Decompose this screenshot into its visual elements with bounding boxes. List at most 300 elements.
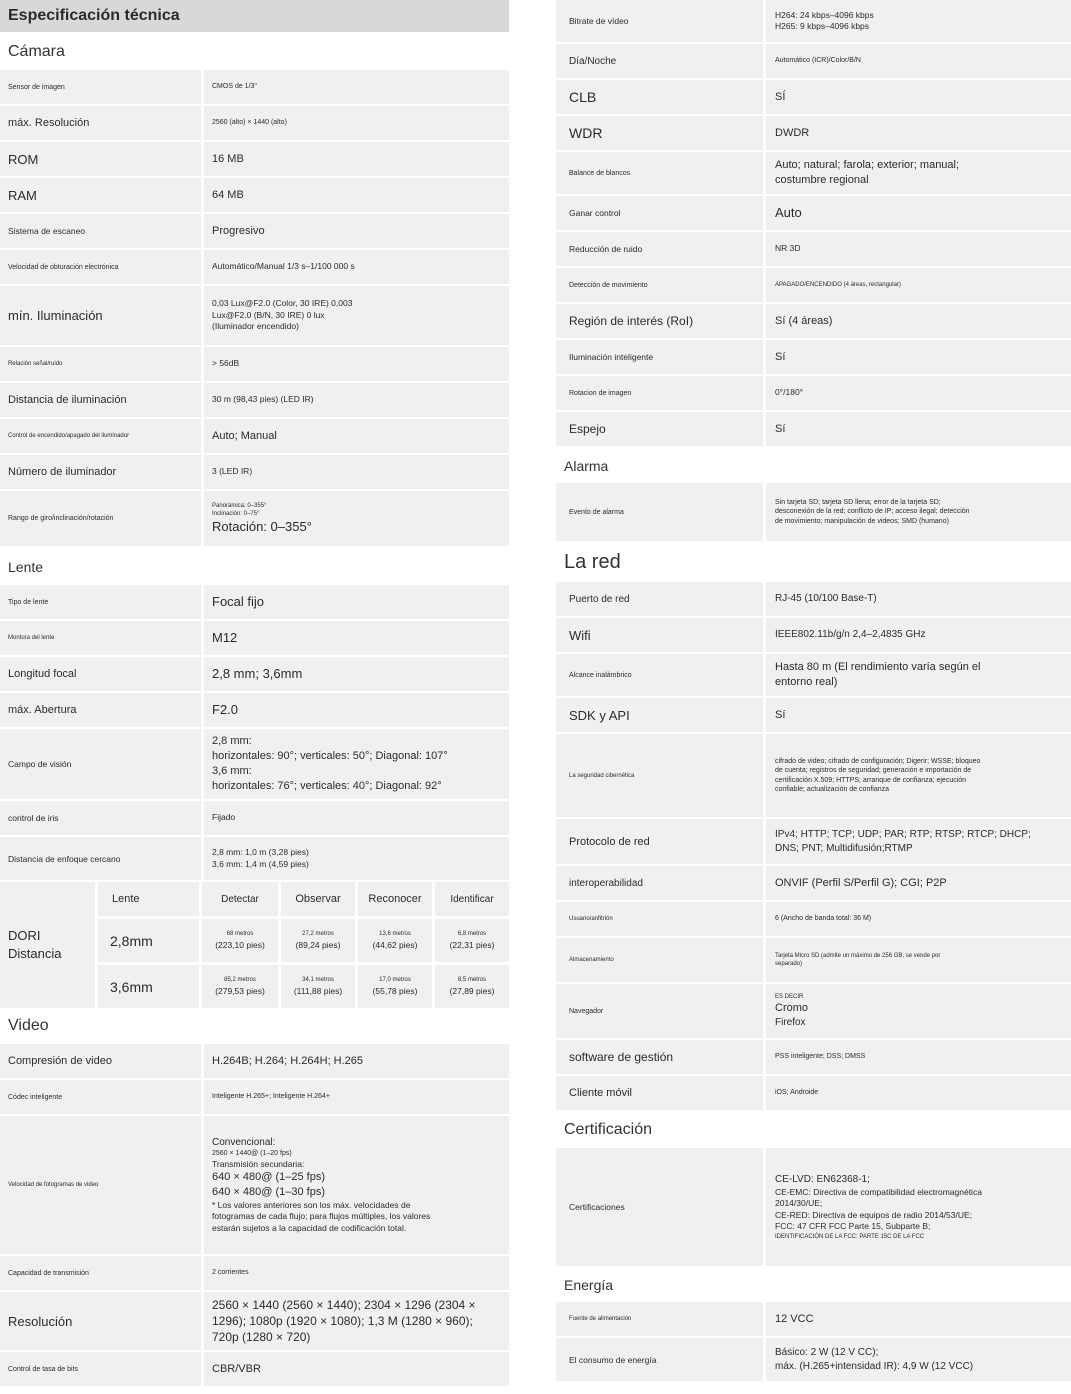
spec-value-line: 3,6 mm: — [212, 765, 252, 777]
spec-label: interoperabilidad — [556, 866, 766, 900]
spec-label: máx. Resolución — [0, 106, 204, 140]
spec-value-line: 2560 × 1440 (2560 × 1440); 2304 × 1296 (2304 × — [212, 1297, 476, 1312]
spec-value-line: 6 (Ancho de banda total: 36 M) — [775, 915, 872, 923]
spec-label: SDK y API — [556, 698, 766, 732]
dori-col-header-text: Identificar — [450, 893, 494, 905]
spec-value-line: F2.0 — [212, 702, 239, 718]
spec-value — [766, 1076, 1071, 1110]
spec-value — [204, 801, 509, 835]
section-heading-certification: Certificación — [556, 1112, 1071, 1148]
spec-value-line: H264: 24 kbps–4096 kbps — [775, 9, 874, 20]
spec-value — [204, 1080, 509, 1114]
spec-value-line: 12 VCC — [775, 1312, 814, 1325]
spec-label: Resolución — [0, 1292, 204, 1350]
spec-value-line: RJ-45 (10/100 Base-T) — [775, 593, 877, 605]
spec-value-line: * Los valores anteriores son los máx. velocidades de — [212, 1199, 411, 1210]
spec-value-line: Cromo — [775, 1001, 809, 1014]
dori-cell-feet: (89,24 pies) — [295, 939, 341, 950]
spec-label: Fuente de alimentación — [556, 1302, 766, 1336]
spec-value-line: (Iluminador encendido) — [212, 321, 299, 332]
spec-value-line: DWDR — [775, 126, 810, 139]
video-cont-row — [556, 152, 1071, 196]
network-row — [556, 984, 1071, 1040]
spec-value-line: ES DECIR — [775, 993, 804, 1000]
dori-cell-feet: (22,31 pies) — [449, 939, 495, 950]
spec-value — [766, 1148, 1071, 1266]
dori-cell — [202, 965, 278, 1008]
spec-label: Relación señal/ruido — [0, 347, 204, 381]
spec-label: Control de tasa de bits — [0, 1352, 204, 1386]
dori-cell — [281, 919, 355, 962]
spec-value-line: horizontales: 90°; verticales: 50°; Diagonal: 107° — [212, 750, 448, 763]
spec-label: Protocolo de red — [556, 819, 766, 864]
dori-cell-feet: (111,88 pies) — [293, 985, 343, 996]
spec-value-line: 2014/30/UE; — [775, 1198, 823, 1209]
network-row — [556, 819, 1071, 866]
lens-row — [0, 585, 509, 621]
spec-value — [766, 340, 1071, 374]
dori-lens-text: 3,6mm — [110, 978, 153, 995]
spec-label: Montura del lente — [0, 621, 204, 655]
network-row — [556, 866, 1071, 902]
camera-row — [0, 106, 509, 142]
network-row — [556, 582, 1071, 618]
dori-lens — [98, 919, 199, 962]
spec-label: Velocidad de obturación electrónica — [0, 250, 204, 284]
spec-label: ROM — [0, 142, 204, 176]
video-cont-row — [556, 44, 1071, 80]
dori-cell-metres: 68 metros — [226, 930, 254, 937]
spec-label: Rotacion de imagen — [556, 376, 766, 410]
left-spec-table — [0, 0, 509, 1388]
spec-label: Distancia de enfoque cercano — [0, 837, 204, 880]
network-row — [556, 618, 1071, 654]
spec-value-line: M12 — [212, 630, 238, 646]
spec-label: Control de encendido/apagado del iluminador — [0, 419, 204, 453]
power-row — [556, 1338, 1071, 1383]
network-row — [556, 938, 1071, 984]
spec-value — [204, 585, 509, 619]
spec-value — [204, 729, 509, 799]
camera-row — [0, 347, 509, 383]
spec-label: Almacenamiento — [556, 938, 766, 982]
video-cont-row — [556, 268, 1071, 304]
spec-label: Códec inteligente — [0, 1080, 204, 1114]
video-cont-row — [556, 80, 1071, 116]
spec-value-line: CBR/VBR — [212, 1362, 261, 1375]
spec-value-line: 3,6 mm: 1,4 m (4,59 pies) — [212, 858, 309, 869]
spec-value — [766, 304, 1071, 338]
spec-label: Día/Noche — [556, 44, 766, 78]
spec-value-line: 1296); 1080p (1920 × 1080); 1,3 M (1280 × 960); — [212, 1313, 473, 1328]
spec-value-line: Convencional: — [212, 1136, 276, 1148]
spec-value-line: Auto; natural; farola; exterior; manual; — [775, 159, 960, 172]
spec-value — [766, 0, 1071, 42]
spec-value — [766, 618, 1071, 652]
spec-value-line: CE-LVD: EN62368-1; — [775, 1174, 870, 1186]
spec-value-line: de cuenta; registros de seguridad; generación e importación de — [775, 767, 972, 775]
dori-col-header — [281, 882, 355, 916]
dori-lens-header-text: Lente — [112, 893, 140, 905]
dori-col-header — [435, 882, 509, 916]
spec-value-line: 2 corrientes — [212, 1269, 249, 1277]
spec-label: Detección de movimiento — [556, 268, 766, 302]
spec-value — [204, 383, 509, 417]
spec-value — [204, 1256, 509, 1290]
spec-label: WDR — [556, 116, 766, 150]
video-cont-row — [556, 412, 1071, 448]
spec-value-line: Sí — [775, 422, 786, 435]
spec-label: Navegador — [556, 984, 766, 1038]
spec-value-line: 16 MB — [212, 152, 244, 165]
spec-value-line: entorno real) — [775, 676, 838, 688]
spec-value-line: H265: 9 kbps–4096 kbps — [775, 21, 870, 31]
spec-value-line: NR 3D — [775, 243, 801, 254]
lens-row — [0, 693, 509, 729]
video-cont-row — [556, 116, 1071, 152]
spec-value-line: 3 (LED IR) — [212, 466, 253, 477]
camera-row — [0, 214, 509, 250]
spec-label: Región de interés (RoI) — [556, 304, 766, 338]
spec-value — [204, 1044, 509, 1078]
spec-value — [766, 902, 1071, 936]
dori-col-header-text: Reconocer — [368, 893, 422, 905]
video-cont-row — [556, 340, 1071, 376]
spec-value — [204, 491, 509, 546]
camera-row — [0, 455, 509, 491]
spec-value-line: certificación X.509; HTTPS; arranque de confianza; ejecución — [775, 776, 967, 784]
dori-cell-metres: 6,8 metros — [457, 930, 487, 937]
video-cont-row — [556, 0, 1071, 44]
dori-cell-metres: 8,5 metros — [457, 976, 487, 983]
spec-value — [766, 866, 1071, 900]
spec-value-line: IPv4; HTTP; TCP; UDP; PAR; RTP; RTSP; RTCP; DHCP; — [775, 829, 1031, 840]
spec-value — [204, 70, 509, 104]
spec-value-line: Inclinación: 0–75° — [212, 510, 260, 517]
spec-label: software de gestión — [556, 1040, 766, 1074]
spec-value-line: Básico: 2 W (12 V CC); — [775, 1347, 879, 1358]
spec-value — [204, 1116, 509, 1254]
spec-value-line: 2,8 mm; 3,6mm — [212, 666, 303, 682]
video-row — [0, 1044, 509, 1080]
right-spec-table — [556, 0, 1071, 1383]
spec-value-line: 64 MB — [212, 188, 244, 201]
spec-value — [204, 250, 509, 284]
spec-value-line: costumbre regional — [775, 174, 869, 186]
dori-col-header — [358, 882, 432, 916]
spec-label: Tipo de lente — [0, 585, 204, 619]
spec-value — [766, 819, 1071, 864]
spec-label: RAM — [0, 178, 204, 212]
spec-value-line: Firefox — [775, 1016, 806, 1028]
power-row — [556, 1302, 1071, 1338]
spec-value-line: iOS; Androide — [775, 1089, 819, 1097]
spec-value — [204, 1292, 509, 1350]
spec-label: Usuario/anfitrión — [556, 902, 766, 936]
spec-label: Velocidad de fotogramas de video — [0, 1116, 204, 1254]
section-heading-lens: Lente — [0, 548, 509, 585]
spec-value-line: de movimiento; manipulación de videos; SMD (humano) — [775, 517, 949, 525]
dori-label-line: Distancia — [8, 946, 62, 961]
dori-cell — [358, 919, 432, 962]
dori-cell-metres: 85,2 metros — [224, 976, 256, 983]
spec-value — [766, 734, 1071, 817]
section-heading-video: Video — [0, 1008, 509, 1044]
spec-label: Sensor de imagen — [0, 70, 204, 104]
spec-label: Rango de giro/inclinación/rotación — [0, 491, 204, 546]
spec-value — [204, 657, 509, 691]
page-title: Especificación técnica — [0, 0, 509, 33]
spec-label: Iluminación inteligente — [556, 340, 766, 374]
camera-row — [0, 178, 509, 214]
spec-value-line: Sin tarjeta SD; tarjeta SD llena; error de la tarjeta SD; — [775, 498, 941, 506]
spec-label: Evento de alarma — [556, 483, 766, 541]
spec-value-line: 720p (1280 × 720) — [212, 1330, 311, 1345]
network-row — [556, 1076, 1071, 1112]
dori-table — [0, 882, 509, 1008]
spec-value-line: ONVIF (Perfil S/Perfil G); CGI; P2P — [775, 876, 947, 889]
section-heading-camera: Cámara — [0, 33, 509, 70]
spec-value — [204, 419, 509, 453]
spec-value-line: Progresivo — [212, 224, 265, 237]
spec-label: Reducción de ruido — [556, 232, 766, 266]
dori-cell-feet: (279,53 pies) — [215, 985, 265, 996]
spec-value — [204, 106, 509, 140]
dori-col-header — [202, 882, 278, 916]
spec-value-line: Auto; Manual — [212, 429, 277, 442]
spec-value-line: SÍ — [775, 90, 786, 103]
spec-label: Distancia de iluminación — [0, 383, 204, 417]
cert-row — [556, 1148, 1071, 1268]
spec-value — [766, 80, 1071, 114]
dori-label — [0, 882, 95, 1008]
camera-row — [0, 142, 509, 178]
spec-value-line: Tarjeta Micro SD (admite un máximo de 256 GB, se vende por — [775, 952, 941, 959]
spec-label: La seguridad cibernética — [556, 734, 766, 817]
dori-lens-header — [98, 882, 199, 916]
spec-value-line: Transmisión secundaria: — [212, 1158, 305, 1169]
network-row — [556, 902, 1071, 938]
camera-row — [0, 491, 509, 548]
spec-label: control de iris — [0, 801, 204, 835]
spec-value — [766, 984, 1071, 1038]
spec-value-line: 640 × 480@ (1–25 fps) — [212, 1171, 325, 1184]
dori-cell-metres: 34,1 metros — [302, 976, 334, 983]
spec-value-line: Sí — [775, 708, 786, 721]
video-cont-row — [556, 376, 1071, 412]
left-column — [0, 0, 509, 1388]
spec-value — [766, 1302, 1071, 1336]
spec-value — [766, 654, 1071, 696]
spec-value — [204, 347, 509, 381]
network-row — [556, 698, 1071, 734]
dori-cell-metres: 27,2 metros — [302, 930, 334, 937]
dori-cell — [281, 965, 355, 1008]
spec-value-line: Sí — [775, 350, 786, 363]
spec-value-line: cifrado de video; cifrado de configuración; Digerir; WSSE; bloqueo — [775, 757, 981, 765]
video-row — [0, 1116, 509, 1256]
spec-value-line: Sí (4 áreas) — [775, 314, 833, 327]
camera-row — [0, 250, 509, 286]
spec-value-line: separado) — [775, 961, 803, 967]
lens-row — [0, 729, 509, 801]
dori-cell-metres: 13,6 metros — [379, 930, 411, 937]
spec-value — [766, 698, 1071, 732]
spec-value-line: DNS; PNT; Multidifusión;RTMP — [775, 842, 913, 854]
spec-label: CLB — [556, 80, 766, 114]
camera-row — [0, 286, 509, 347]
spec-label: Cliente móvil — [556, 1076, 766, 1110]
spec-value-line: Focal fijo — [212, 594, 265, 610]
dori-cell — [358, 965, 432, 1008]
spec-label: Compresión de video — [0, 1044, 204, 1078]
spec-value-line: horizontales: 76°; verticales: 40°; Diagonal: 92° — [212, 779, 442, 792]
video-row — [0, 1292, 509, 1352]
spec-value — [766, 152, 1071, 194]
spec-label: Alcance inalámbrico — [556, 654, 766, 696]
spec-value-line: FCC: 47 CFR FCC Parte 15, Subparte B; — [775, 1221, 931, 1232]
spec-value — [766, 44, 1071, 78]
spec-label: máx. Abertura — [0, 693, 204, 727]
spec-value-line: H.264B; H.264; H.264H; H.265 — [212, 1054, 364, 1067]
dori-cell — [435, 965, 509, 1008]
spec-value — [204, 178, 509, 212]
spec-value-line: estarán sujetos a la capacidad de codificación total. — [212, 1222, 407, 1233]
section-heading-power: Energía — [556, 1268, 1071, 1302]
spec-value — [766, 582, 1071, 616]
spec-label: Balance de blancos — [556, 152, 766, 194]
spec-label: Ganar control — [556, 196, 766, 230]
lens-row — [0, 621, 509, 657]
spec-value-line: IEEE802.11b/g/n 2,4–2,4835 GHz — [775, 629, 926, 641]
dori-col-header-text: Detectar — [221, 893, 259, 905]
spec-label: Capacidad de transmisión — [0, 1256, 204, 1290]
right-column — [556, 0, 1071, 1383]
spec-value — [204, 693, 509, 727]
video-row — [0, 1352, 509, 1388]
spec-value-line: 2,8 mm: 1,0 m (3,28 pies) — [212, 847, 309, 858]
spec-label: mín. Iluminación — [0, 286, 204, 345]
spec-value — [204, 837, 509, 880]
spec-value-line: máx. (H.265+intensidad IR): 4,9 W (12 VCC) — [775, 1360, 974, 1372]
spec-value — [766, 116, 1071, 150]
spec-value-line: IDENTIFICACIÓN DE LA FCC: PARTE 15C DE LA FCC — [775, 1233, 925, 1240]
spec-value — [766, 412, 1071, 446]
section-heading-network: La red — [556, 543, 1071, 582]
spec-value — [766, 268, 1071, 302]
spec-value — [204, 286, 509, 345]
dori-lens-text: 2,8mm — [110, 932, 153, 949]
camera-row — [0, 383, 509, 419]
spec-label: Campo de visión — [0, 729, 204, 799]
spec-value-line: 30 m (98,43 pies) (LED IR) — [212, 394, 314, 405]
dori-col-header-text: Observar — [295, 893, 341, 905]
camera-row — [0, 70, 509, 106]
video-cont-row — [556, 196, 1071, 232]
spec-value-line: APAGADO/ENCENDIDO (4 áreas, rectangular) — [775, 281, 901, 288]
dori-label-line: DORI — [8, 927, 41, 943]
lens-row — [0, 837, 509, 882]
dori-cell-feet: (223,10 pies) — [215, 939, 265, 950]
spec-value-line: Panorámica: 0–355° — [212, 502, 267, 509]
network-row — [556, 734, 1071, 819]
dori-cell-feet: (44,62 pies) — [372, 939, 418, 950]
video-cont-row — [556, 304, 1071, 340]
spec-value — [204, 455, 509, 489]
spec-value-line: CMOS de 1/3" — [212, 83, 257, 91]
spec-value-line: 0°/180° — [775, 387, 804, 398]
lens-row — [0, 801, 509, 837]
spec-value-line: Auto — [775, 205, 802, 221]
spec-value — [766, 1338, 1071, 1381]
dori-cell — [435, 919, 509, 962]
spec-value — [766, 938, 1071, 982]
spec-value-line: Fijado — [212, 812, 236, 823]
spec-value-line: Hasta 80 m (El rendimiento varía según el — [775, 661, 981, 674]
spec-label: Número de iluminador — [0, 455, 204, 489]
spec-value — [766, 483, 1071, 541]
dori-cell-feet: (27,89 pies) — [449, 985, 495, 996]
video-row — [0, 1080, 509, 1116]
spec-label: Certificaciones — [556, 1148, 766, 1266]
spec-label: Sistema de escaneo — [0, 214, 204, 248]
spec-value-line: 2560 (alto) × 1440 (alto) — [212, 119, 287, 127]
spec-value-line: Automático (ICR)/Color/B/N — [775, 57, 861, 65]
spec-label: Bitrate de vídeo — [556, 0, 766, 42]
network-row — [556, 1040, 1071, 1076]
spec-value — [766, 196, 1071, 230]
video-row — [0, 1256, 509, 1292]
spec-value-line: desconexión de la red; conflicto de IP; acceso ilegal; detección — [775, 508, 970, 516]
spec-label: El consumo de energía — [556, 1338, 766, 1381]
spec-value — [766, 376, 1071, 410]
spec-value-line: Inteligente H.265+; Inteligente H.264+ — [212, 1093, 330, 1101]
camera-row — [0, 419, 509, 455]
spec-value — [766, 1040, 1071, 1074]
network-row — [556, 654, 1071, 698]
video-cont-row — [556, 232, 1071, 268]
spec-value-line: 0,03 Lux@F2.0 (Color, 30 IRE) 0,003 — [212, 298, 353, 309]
dori-cell-feet: (55,78 pies) — [372, 985, 418, 996]
spec-value-line: PSS inteligente; DSS; DMSS — [775, 1053, 866, 1061]
dori-cell — [202, 919, 278, 962]
dori-lens — [98, 965, 199, 1008]
spec-value-line: CE-RED: Directiva de equipos de radio 2014/53/UE; — [775, 1209, 973, 1220]
spec-value-line: 640 × 480@ (1–30 fps) — [212, 1186, 325, 1198]
spec-value-line: Rotación: 0–355° — [212, 518, 312, 534]
spec-value-line: confiable; actualización de confianza — [775, 785, 890, 793]
spec-label: Longitud focal — [0, 657, 204, 691]
alarm-row — [556, 483, 1071, 543]
spec-value — [204, 1352, 509, 1386]
spec-value-line: fotogramas de cada flujo; para flujos múltiples, los valores — [212, 1211, 431, 1222]
spec-value-line: CE-EMC: Directiva de compatibilidad electromagnética — [775, 1186, 982, 1197]
spec-value — [204, 621, 509, 655]
spec-label: Puerto de red — [556, 582, 766, 616]
spec-value-line: 2560 × 1440@ (1–20 fps) — [212, 1150, 292, 1158]
spec-value-line: 2,8 mm: — [212, 735, 252, 748]
spec-value — [766, 232, 1071, 266]
spec-value — [204, 142, 509, 176]
spec-label: Espejo — [556, 412, 766, 446]
spec-value-line: > 56dB — [212, 358, 240, 369]
spec-value-line: Automático/Manual 1/3 s–1/100 000 s — [212, 261, 355, 272]
spec-label: Wifi — [556, 618, 766, 652]
spec-value — [204, 214, 509, 248]
section-heading-alarm: Alarma — [556, 448, 1071, 483]
spec-value-line: Lux@F2.0 (B/N, 30 IRE) 0 lux — [212, 309, 325, 320]
lens-row — [0, 657, 509, 693]
